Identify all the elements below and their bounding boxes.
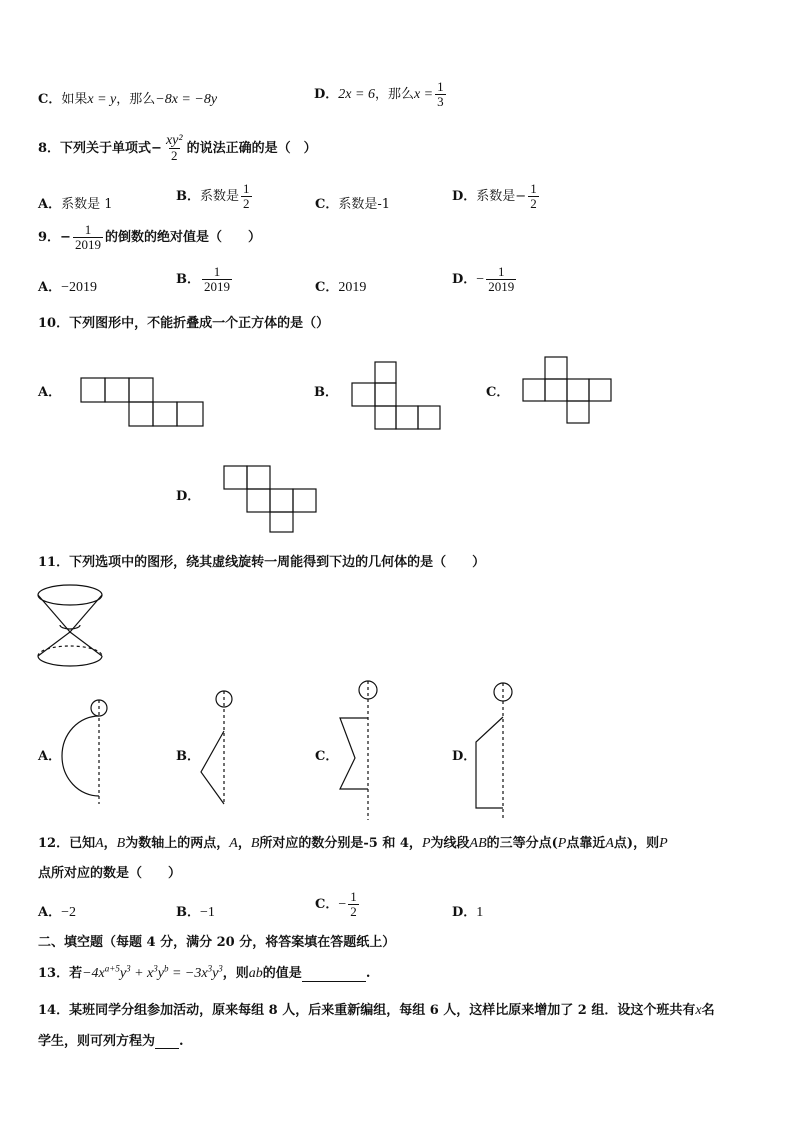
option-label: B． [176, 905, 200, 920]
math: −8x = −8y [155, 92, 218, 107]
answer-blank[interactable] [302, 981, 366, 982]
fraction: $\frac{1}{2019}$ [204, 264, 230, 294]
stem-text: . [179, 1034, 184, 1049]
stem-text: 为数轴上的两点， [125, 836, 230, 851]
option-text: 如果 [61, 92, 88, 107]
option-text: − [476, 272, 485, 287]
stem-text: 的说法正确的是（ ） [186, 141, 317, 156]
math: A [95, 836, 104, 851]
q10-label-c: C． [486, 385, 510, 400]
q12-option-c [315, 890, 361, 919]
fraction: $\frac{\text{xy²}}{2}$ [165, 133, 183, 163]
stem-text: 的三等分点( [486, 836, 558, 851]
q13-stem [38, 962, 370, 982]
fraction: $\frac{1}{3}$ [437, 79, 444, 109]
fraction: $\frac{1}{2}$ [243, 181, 250, 211]
math: P [557, 836, 567, 851]
q12-option-b [176, 901, 215, 921]
math: x = y [87, 92, 117, 107]
math: x = [413, 87, 434, 102]
option-text: 系数是-1 [338, 197, 391, 212]
fraction: $\frac{1}{2019}$ [488, 264, 515, 294]
option-label: A． [38, 905, 62, 920]
option-label: D． [452, 189, 477, 204]
q11-label-c: C． [315, 749, 339, 764]
math: P [659, 836, 668, 851]
math: AB [469, 836, 487, 851]
stem-text: 名 [701, 1003, 715, 1018]
q12-line2: 点所对应的数是（ ） [38, 866, 182, 881]
stem-text: ， [103, 836, 117, 851]
q11-stem: 11．下列选项中的图形，绕其虚线旋转一周能得到下边的几何体的是（ ） [38, 555, 486, 570]
q12-option-d [452, 901, 483, 921]
stem-text: 学生，则可列方程为 [38, 1034, 156, 1049]
option-label: A． [38, 280, 62, 295]
option-text: 系数是 1 [61, 197, 113, 212]
fraction: $\frac{1}{2}$ [530, 181, 537, 211]
option-label: C． [38, 92, 62, 107]
q12-line1 [38, 832, 668, 852]
stem-text: 点)，则 [613, 836, 660, 851]
option-text: 1 [476, 905, 484, 920]
q10-stem: 10．下列图形中，不能折叠成一个正方体的是（） [38, 316, 330, 331]
stem-text: 12．已知 [38, 836, 96, 851]
q10-label-a: A． [38, 385, 62, 400]
stem-text: . [365, 966, 371, 981]
stem-text: 为线段 [430, 836, 470, 851]
math: 2x = 6 [338, 87, 375, 102]
option-text: − [338, 897, 347, 912]
option-label: A． [38, 197, 62, 212]
stem-text: 的倒数的绝对值是（ ） [104, 230, 261, 245]
option-text: ，那么 [116, 92, 156, 107]
option-label: D． [452, 905, 477, 920]
stem-text: ，则 [222, 966, 249, 981]
math: B [116, 836, 126, 851]
stem-text: 14．某班同学分组参加活动，原来每组 8 人，后来重新编组，每组 6 人，这样比原来增加了 2 组．设这个班共有 [38, 1003, 696, 1018]
stem-text: 8．下列关于单项式− [38, 141, 162, 156]
section-heading: 二、填空题（每题 4 分，满分 20 分，将答案填在答题纸上） [38, 935, 396, 950]
option-label: C． [315, 197, 339, 212]
q12-option-a [38, 901, 76, 921]
math: P [421, 836, 431, 851]
option-label: D． [452, 272, 477, 287]
fraction: $\frac{1}{2019}$ [74, 222, 101, 252]
math: B [250, 836, 260, 851]
math: ab [248, 966, 263, 981]
fraction: $\frac{1}{2}$ [350, 889, 357, 919]
math: A [229, 836, 238, 851]
option-text: 系数是− [476, 189, 527, 204]
q14-line2 [38, 1030, 184, 1049]
q11-label-a: A． [38, 749, 62, 764]
stem-text: 所对应的数分别是-5 和 4， [259, 836, 422, 851]
option-label: C． [315, 897, 339, 912]
answer-blank[interactable] [155, 1048, 179, 1049]
q11-label-d: D． [452, 749, 477, 764]
option-text: −1 [200, 905, 215, 920]
math: A [605, 836, 614, 851]
option-text: 系数是 [200, 189, 240, 204]
option-label: C． [315, 280, 339, 295]
option-label: B． [176, 272, 200, 287]
stem-text: 的值是 [262, 966, 302, 981]
option-label: B． [176, 189, 200, 204]
option-label: D． [314, 87, 339, 102]
q14-line1 [38, 999, 715, 1019]
stem-text: 9．− [38, 230, 71, 245]
option-text: −2 [61, 905, 76, 920]
q10-label-d: D． [176, 489, 201, 504]
option-text: ，那么 [374, 87, 414, 102]
stem-text: 点靠近 [566, 836, 606, 851]
option-text: −2019 [61, 280, 97, 295]
equation: $-4x^{a+5}y^3 + x^3y^b = -3x^3y^3$ [82, 963, 223, 981]
option-text: 2019 [338, 280, 367, 295]
math: x [695, 1003, 702, 1018]
q10-label-b: B． [314, 385, 338, 400]
q11-label-b: B． [176, 749, 200, 764]
stem-text: ， [237, 836, 251, 851]
stem-text: 13．若 [38, 966, 83, 981]
